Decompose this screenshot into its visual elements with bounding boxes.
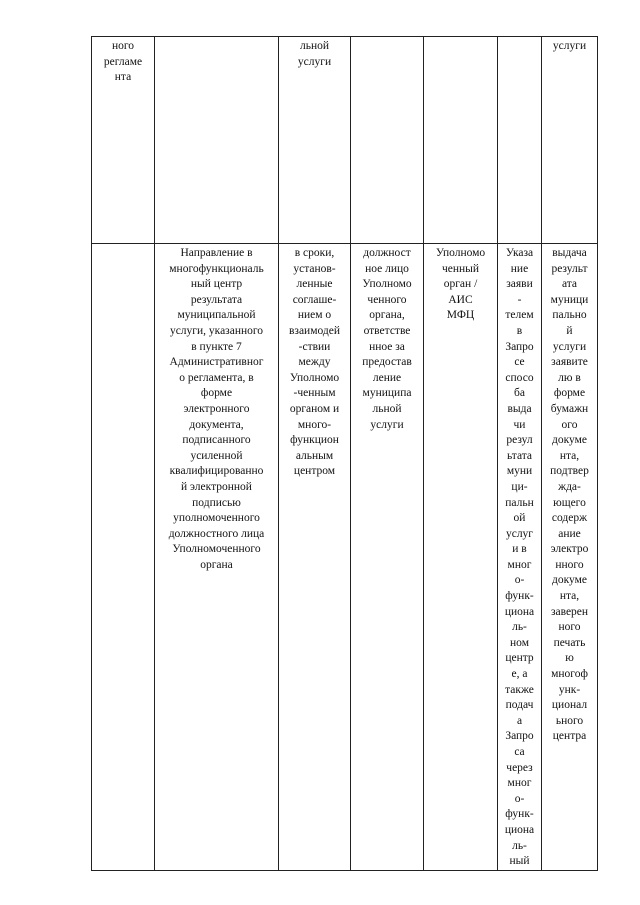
table-row	[92, 37, 598, 244]
cell-regulation-basis: ного регламе нта	[92, 37, 155, 244]
cell-responsible-official: должност ное лицо Уполномо ченного органа, ответстве нное за предостав ление муниципа льной услуги	[351, 244, 424, 871]
cell-responsible-official	[351, 37, 424, 244]
cell-place-of-action: Уполномо ченный орган / АИС МФЦ	[424, 244, 498, 871]
table-row	[92, 244, 598, 871]
cell-deadline: льной услуги	[279, 37, 351, 244]
cell-deadline: в сроки, установ- ленные соглаше- нием о взаимодей -ствии между Уполномо -ченным органом и много- функцион альным центром	[279, 244, 351, 871]
cell-criteria: Указа ние заяви - телем в Запро се спосо ба выда чи резул ьтата муни ци- пальн ой услуг и в мног о- функ- циона ль- ном центр е, а также подач а Запро са через мног о- функ- циона ль- ный	[498, 244, 542, 871]
cell-place-of-action	[424, 37, 498, 244]
cell-result: услуги	[542, 37, 598, 244]
cell-regulation-basis	[92, 244, 155, 871]
procedure-table	[91, 36, 598, 871]
cell-action: Направление в многофункциональ ный центр результата муниципальной услуги, указанного в пункте 7 Административног о регламента, в форме электронного документа, подписанного усиленной квалифицированно й электронной подписью уполномоченного должностного лица Уполномоченного органа	[155, 244, 279, 871]
cell-criteria	[498, 37, 542, 244]
cell-result: выдача результ ата муници пально й услуги заявите лю в форме бумажн ого докуме нта, подтвер жда- ющего содерж ание электро нного докуме нта, заверен ного печать ю многоф унк- ционал ьного центра	[542, 244, 598, 871]
cell-action	[155, 37, 279, 244]
